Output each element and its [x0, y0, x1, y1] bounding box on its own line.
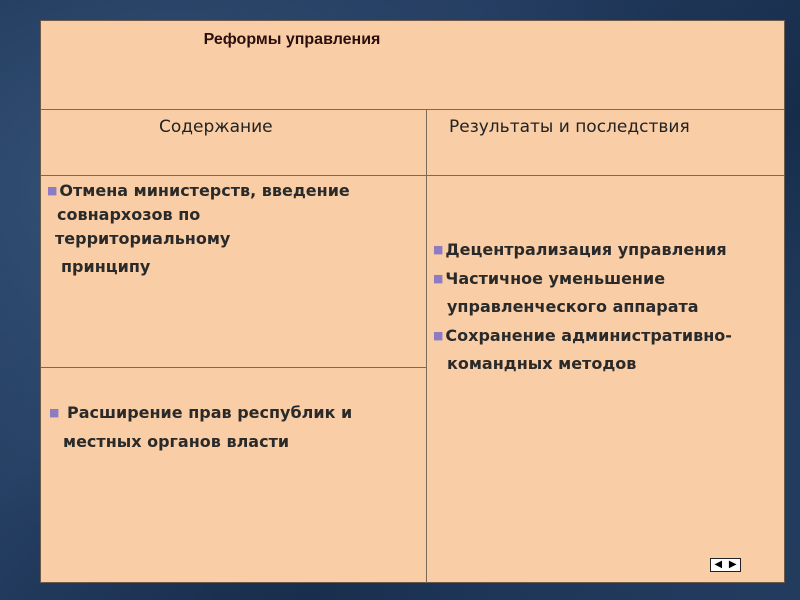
column-divider	[426, 109, 427, 583]
content-row-1-line-4: принципу	[61, 257, 151, 276]
content-row-1-line-2: совнархозов по	[57, 205, 201, 224]
divider-under-headers	[41, 175, 784, 176]
content-row-1-line-1: ■ Отмена министерств, введение	[47, 181, 350, 200]
content-row-2-line-1: ■ Расширение прав республик и	[49, 403, 353, 422]
arrow-left-icon: ◀	[714, 559, 723, 570]
results-list	[433, 236, 783, 379]
content-row-1-line-3: территориальному	[55, 229, 231, 248]
table-title: Реформы управления	[203, 31, 381, 48]
content-row-2-line-2: местных органов власти	[63, 432, 290, 451]
results-item-2-cont: управленческого аппарата	[447, 297, 699, 316]
bullet-icon: ■	[433, 271, 444, 285]
bullet-icon: ■	[433, 328, 444, 342]
bullet-icon: ■	[49, 406, 60, 419]
reforms-table	[40, 20, 785, 583]
content-row-1	[47, 179, 417, 279]
content-row-2	[49, 398, 419, 456]
bullet-icon: ■	[433, 243, 444, 256]
arrow-right-icon: ▶	[728, 559, 737, 570]
results-item-1: ■ Децентрализация управления	[433, 240, 727, 259]
header-content: Содержание	[159, 117, 273, 137]
results-item-3: ■ Сохранение административно-	[433, 325, 732, 345]
results-item-3-cont: командных методов	[447, 354, 637, 373]
header-results: Результаты и последствия	[449, 117, 690, 137]
divider-under-title	[41, 109, 784, 110]
bullet-icon: ■	[47, 184, 58, 197]
divider-between-content-rows	[41, 367, 427, 368]
results-item-2: ■ Частичное уменьшение	[433, 268, 666, 288]
navigation-arrows-icon[interactable]	[710, 558, 741, 572]
